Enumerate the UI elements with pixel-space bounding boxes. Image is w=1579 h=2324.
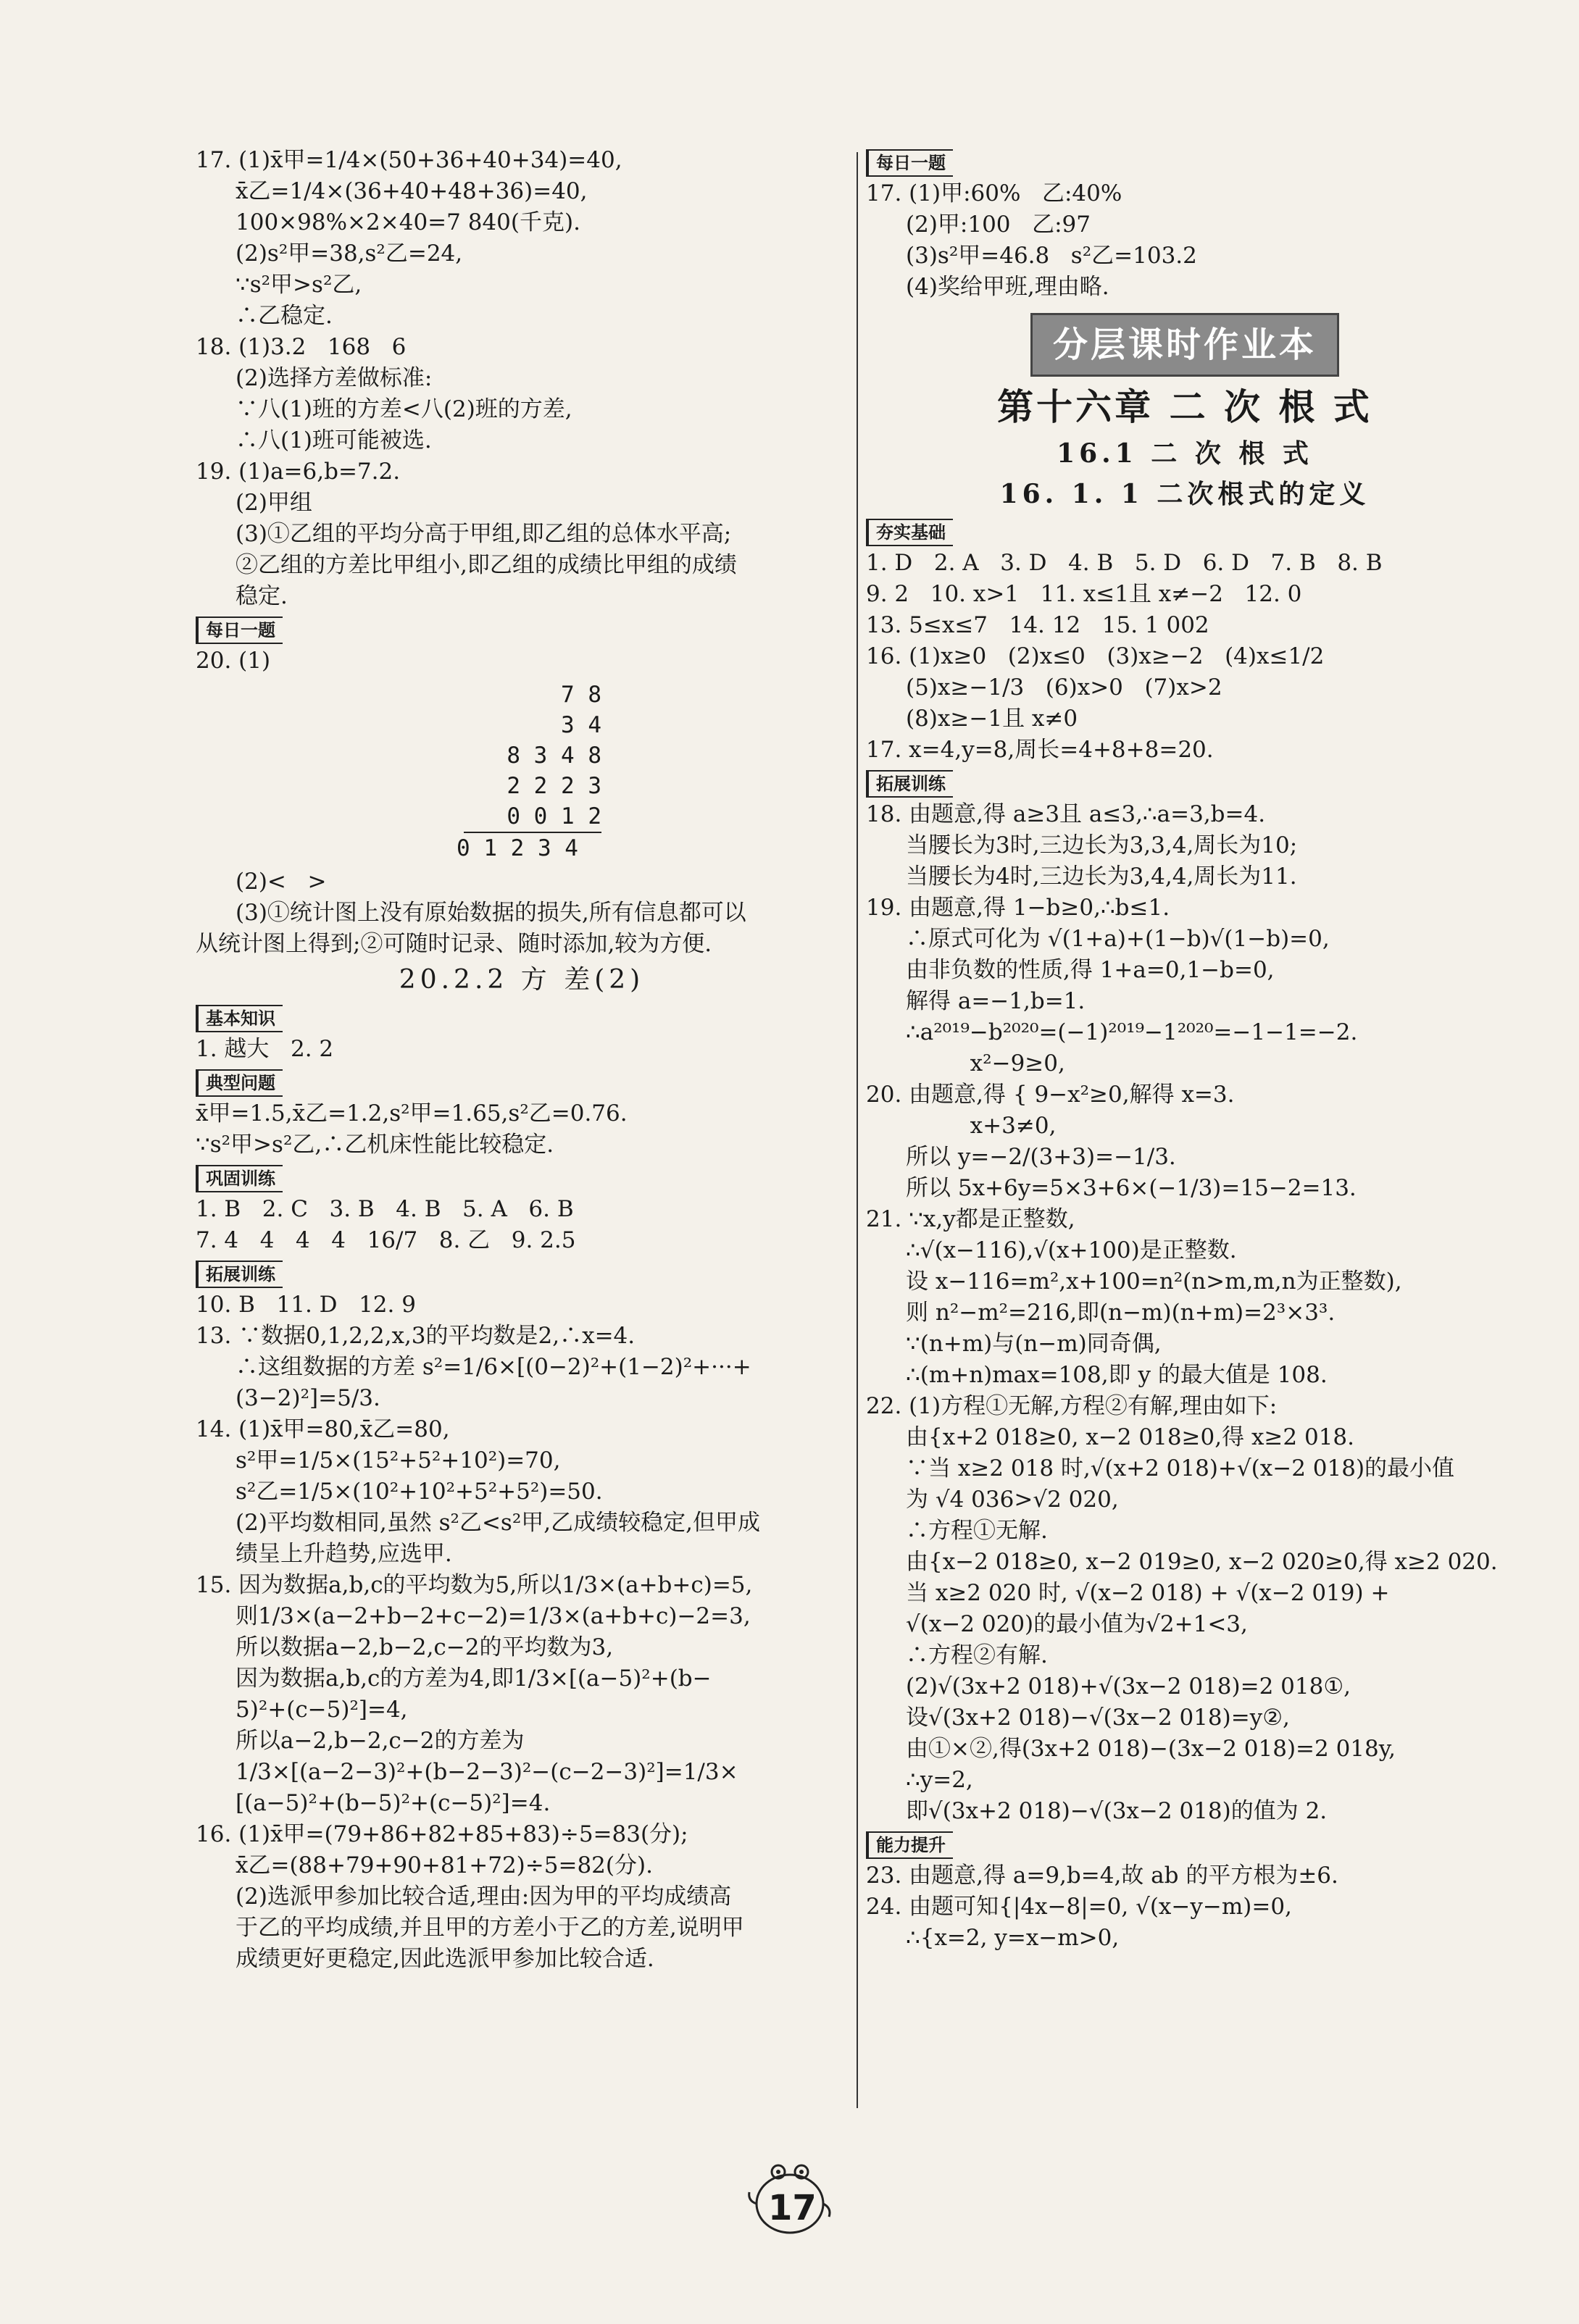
answer-line: 即√(3x+2 018)−√(3x−2 018)的值为 2.	[906, 1798, 1328, 1824]
page-number: 17	[768, 2188, 817, 2228]
column-divider	[857, 152, 858, 2108]
answer-line: x̄乙=1/4×(36+40+48+36)=40,	[236, 178, 588, 204]
answer-line: 19. (1)a=6,b=7.2.	[196, 459, 401, 485]
stem-leaf-plot	[457, 680, 848, 864]
answer-line: 设 x−116=m²,x+100=n²(n>m,m,n为正整数),	[906, 1268, 1402, 1295]
answer-line: 所以 5x+6y=5×3+6×(−1/3)=15−2=13.	[906, 1175, 1357, 1201]
extend-answers-left	[196, 1290, 848, 1975]
answer-line: (2)平均数相同,虽然 s²乙<s²甲,乙成绩较稳定,但甲成	[236, 1510, 760, 1536]
answer-line: 17. x=4,y=8,周长=4+8+8=20.	[866, 737, 1214, 763]
answer-line: (2)甲组	[236, 490, 312, 516]
answer-line: (4)奖给甲班,理由略.	[906, 274, 1109, 300]
answer-line: x+3≠0,	[906, 1113, 1057, 1139]
section-tag-daily: 每日一题	[196, 616, 283, 644]
ability-answers	[866, 1860, 1504, 1954]
answer-line: ∴乙稳定.	[236, 303, 333, 329]
answer-line: ∴(m+n)max=108,即 y 的最大值是 108.	[906, 1362, 1328, 1388]
answer-line: 16. (1)x̄甲=(79+86+82+85+83)÷5=83(分);	[196, 1821, 688, 1847]
answer-line: ∴y=2,	[906, 1767, 973, 1793]
section-tag-ability: 能力提升	[866, 1831, 953, 1859]
answer-line: ∴{x=2, y=x−m>0,	[906, 1925, 1120, 1951]
answer-line: 1. B 2. C 3. B 4. B 5. A 6. B	[196, 1196, 574, 1222]
answer-line: ∵(n+m)与(n−m)同奇偶,	[906, 1331, 1162, 1357]
answer-line: 则1/3×(a−2+b−2+c−2)=1/3×(a+b+c)−2=3,	[236, 1603, 751, 1629]
answer-line: 18. 由题意,得 a≥3且 a≤3,∴a=3,b=4.	[866, 801, 1266, 827]
answer-line: 15. 因为数据a,b,c的平均数为5,所以1/3×(a+b+c)=5,	[196, 1572, 753, 1598]
left-answers-part2	[196, 866, 848, 960]
typical-answers	[196, 1098, 848, 1161]
section-tag-basic: 基本知识	[196, 1005, 283, 1032]
stem-leaf-row: 7 8	[561, 682, 601, 708]
left-answers-part1	[196, 145, 848, 612]
answer-line: s²甲=1/5×(15²+5²+10²)=70,	[236, 1447, 561, 1474]
answer-line: (2)√(3x+2 018)+√(3x−2 018)=2 018①,	[906, 1673, 1351, 1700]
answer-line: ∵当 x≥2 018 时,√(x+2 018)+√(x−2 018)的最小值	[906, 1455, 1455, 1481]
answer-line: 所以a−2,b−2,c−2的方差为	[236, 1728, 525, 1754]
answer-line: 1. D 2. A 3. D 4. B 5. D 6. D 7. B 8. B	[866, 550, 1383, 576]
daily-answers-right	[866, 178, 1504, 303]
answer-line: s²乙=1/5×(10²+10²+5²+5²)=50.	[236, 1479, 603, 1505]
answer-line: 于乙的平均成绩,并且甲的方差小于乙的方差,说明甲	[236, 1915, 744, 1941]
solid-answers	[866, 548, 1504, 766]
homework-banner: 分层课时作业本	[1030, 313, 1339, 377]
answer-line: x²−9≥0,	[906, 1050, 1065, 1077]
answer-line: 所以数据a−2,b−2,c−2的平均数为3,	[236, 1634, 614, 1660]
section-title-16-1-1: 16. 1. 1 二次根式的定义	[999, 479, 1370, 509]
answer-line: (8)x≥−1且 x≠0	[906, 706, 1078, 732]
answer-line: x̄乙=(88+79+90+81+72)÷5=82(分).	[236, 1852, 653, 1878]
answer-line: ∵八(1)班的方差<八(2)班的方差,	[236, 396, 572, 422]
answer-line: ∴方程①无解.	[906, 1518, 1048, 1544]
answer-line: 当腰长为4时,三边长为3,4,4,周长为11.	[906, 864, 1297, 890]
section-tag-extend: 拓展训练	[196, 1261, 283, 1288]
answer-line: (2)甲:100 乙:97	[906, 212, 1091, 238]
answer-line: 20. 由题意,得 { 9−x²≥0,解得 x=3.	[866, 1082, 1235, 1108]
answer-line: ∴八(1)班可能被选.	[236, 427, 432, 453]
answer-line: (3)s²甲=46.8 s²乙=103.2	[906, 243, 1197, 269]
answer-line: (3)①统计图上没有原始数据的损失,所有信息都可以	[236, 900, 746, 926]
answer-line: ∵s²甲>s²乙,∴乙机床性能比较稳定.	[196, 1132, 554, 1158]
section-title-variance-2: 20.2.2 方 差(2)	[399, 965, 645, 995]
answer-line: ∵s²甲>s²乙,	[236, 272, 362, 298]
answer-line: 17. (1)甲:60% 乙:40%	[866, 180, 1122, 206]
section-tag-extend-right: 拓展训练	[866, 770, 953, 798]
answer-line: 19. 由题意,得 1−b≥0,∴b≤1.	[866, 895, 1170, 921]
answer-line: 为 √4 036>√2 020,	[906, 1487, 1119, 1513]
chapter-title: 第十六章 二 次 根 式	[997, 386, 1372, 428]
answer-line: 9. 2 10. x>1 11. x≤1且 x≠−2 12. 0	[866, 581, 1302, 607]
answer-line: 13. ∵数据0,1,2,2,x,3的平均数是2,∴x=4.	[196, 1323, 636, 1349]
page-number-badge	[746, 2159, 833, 2239]
section-tag-typical: 典型问题	[196, 1069, 283, 1097]
answer-line: 当 x≥2 020 时, √(x−2 018) + √(x−2 019) +	[906, 1580, 1390, 1606]
answer-line: 1. 越大 2. 2	[196, 1036, 334, 1062]
answer-line: 100×98%×2×40=7 840(千克).	[236, 209, 580, 235]
stem-leaf-row: 8 3 4 8	[507, 743, 601, 769]
answer-line: 因为数据a,b,c的方差为4,即1/3×[(a−5)²+(b−	[236, 1665, 712, 1692]
q20-label: 20. (1)	[196, 648, 271, 674]
answer-line: ∴原式可化为 √(1+a)+(1−b)√(1−b)=0,	[906, 926, 1330, 952]
answer-line: 从统计图上得到;②可随时记录、随时添加,较为方便.	[196, 931, 712, 957]
stem-leaf-row: 2 2 2 3	[507, 773, 601, 799]
answer-line: (2)选派甲参加比较合适,理由:因为甲的平均成绩高	[236, 1884, 732, 1910]
section-tag-solid: 夯实基础	[866, 519, 953, 546]
section-tag-daily-right: 每日一题	[866, 149, 953, 177]
stem-leaf-row: 3 4	[561, 712, 601, 738]
answer-line: 所以 y=−2/(3+3)=−1/3.	[906, 1144, 1176, 1170]
answer-line: 16. (1)x≥0 (2)x≤0 (3)x≥−2 (4)x≤1/2	[866, 643, 1325, 669]
answer-line: √(x−2 020)的最小值为√2+1<3,	[906, 1611, 1248, 1637]
answer-line: 22. (1)方程①无解,方程②有解,理由如下:	[866, 1393, 1278, 1419]
answer-line: ∴这组数据的方差 s²=1/6×[(0−2)²+(1−2)²+···+	[236, 1354, 751, 1380]
answer-line: 设√(3x+2 018)−√(3x−2 018)=y②,	[906, 1705, 1290, 1731]
answer-line: 由{x+2 018≥0, x−2 018≥0,得 x≥2 018.	[906, 1424, 1355, 1450]
consolidate-answers	[196, 1194, 848, 1256]
answer-line: ∴√(x−116),√(x+100)是正整数.	[906, 1237, 1237, 1263]
answer-line: (2)< >	[236, 869, 327, 895]
answer-line: (2)选择方差做标准:	[236, 365, 433, 391]
answer-line: 21. ∵x,y都是正整数,	[866, 1206, 1075, 1232]
answer-line: 成绩更好更稳定,因此选派甲参加比较合适.	[236, 1946, 654, 1972]
extend-answers-right	[866, 799, 1504, 1827]
answer-line: 13. 5≤x≤7 14. 12 15. 1 002	[866, 612, 1209, 638]
answer-line: 稳定.	[236, 583, 288, 609]
left-column	[196, 145, 848, 1975]
right-column	[866, 145, 1504, 1954]
answer-line: ②乙组的方差比甲组小,即乙组的成绩比甲组的成绩	[236, 552, 737, 578]
answer-line: x̄甲=1.5,x̄乙=1.2,s²甲=1.65,s²乙=0.76.	[196, 1100, 628, 1127]
answer-line: 7. 4 4 4 4 16/7 8. 乙 9. 2.5	[196, 1227, 576, 1253]
answer-line: (5)x≥−1/3 (6)x>0 (7)x>2	[906, 674, 1222, 701]
answer-line: 解得 a=−1,b=1.	[906, 988, 1086, 1014]
answer-line: (3−2)²]=5/3.	[236, 1385, 380, 1411]
answer-line: (2)s²甲=38,s²乙=24,	[236, 241, 463, 267]
answer-line: 1/3×[(a−2−3)²+(b−2−3)²−(c−2−3)²]=1/3×	[236, 1759, 738, 1785]
answer-line: 由{x−2 018≥0, x−2 019≥0, x−2 020≥0,得 x≥2 020.	[906, 1549, 1498, 1575]
section-tag-consolidate: 巩固训练	[196, 1165, 283, 1192]
answer-line: 则 n²−m²=216,即(n−m)(n+m)=2³×3³.	[906, 1300, 1336, 1326]
answer-line: 由①×②,得(3x+2 018)−(3x−2 018)=2 018y,	[906, 1736, 1396, 1762]
answer-line: 绩呈上升趋势,应选甲.	[236, 1541, 452, 1567]
section-title-16-1: 16.1 二 次 根 式	[1057, 438, 1313, 469]
answer-line: 23. 由题意,得 a=9,b=4,故 ab 的平方根为±6.	[866, 1863, 1338, 1889]
answer-line: (3)①乙组的平均分高于甲组,即乙组的总体水平高;	[236, 521, 732, 547]
answer-line: 18. (1)3.2 168 6	[196, 334, 407, 360]
basic-answers	[196, 1034, 848, 1065]
stem-leaf-row: 0 0 1 2	[507, 803, 601, 829]
answer-line: 当腰长为3时,三边长为3,3,4,周长为10;	[906, 832, 1298, 858]
answer-line: 17. (1)x̄甲=1/4×(50+36+40+34)=40,	[196, 147, 622, 173]
answer-line: 24. 由题可知{|4x−8|=0, √(x−y−m)=0,	[866, 1894, 1292, 1920]
answer-line: 由非负数的性质,得 1+a=0,1−b=0,	[906, 957, 1275, 983]
answer-line: 10. B 11. D 12. 9	[196, 1292, 416, 1318]
answer-line: 14. (1)x̄甲=80,x̄乙=80,	[196, 1416, 450, 1442]
banner-wrap	[866, 313, 1504, 377]
answer-line: [(a−5)²+(b−5)²+(c−5)²]=4.	[236, 1790, 551, 1816]
answer-line: ∴a²⁰¹⁹−b²⁰²⁰=(−1)²⁰¹⁹−1²⁰²⁰=−1−1=−2.	[906, 1019, 1358, 1045]
stem-base-row: 0 1 2 3 4	[457, 835, 578, 861]
answer-line: ∴方程②有解.	[906, 1642, 1048, 1668]
answer-line: 5)²+(c−5)²]=4,	[236, 1697, 408, 1723]
